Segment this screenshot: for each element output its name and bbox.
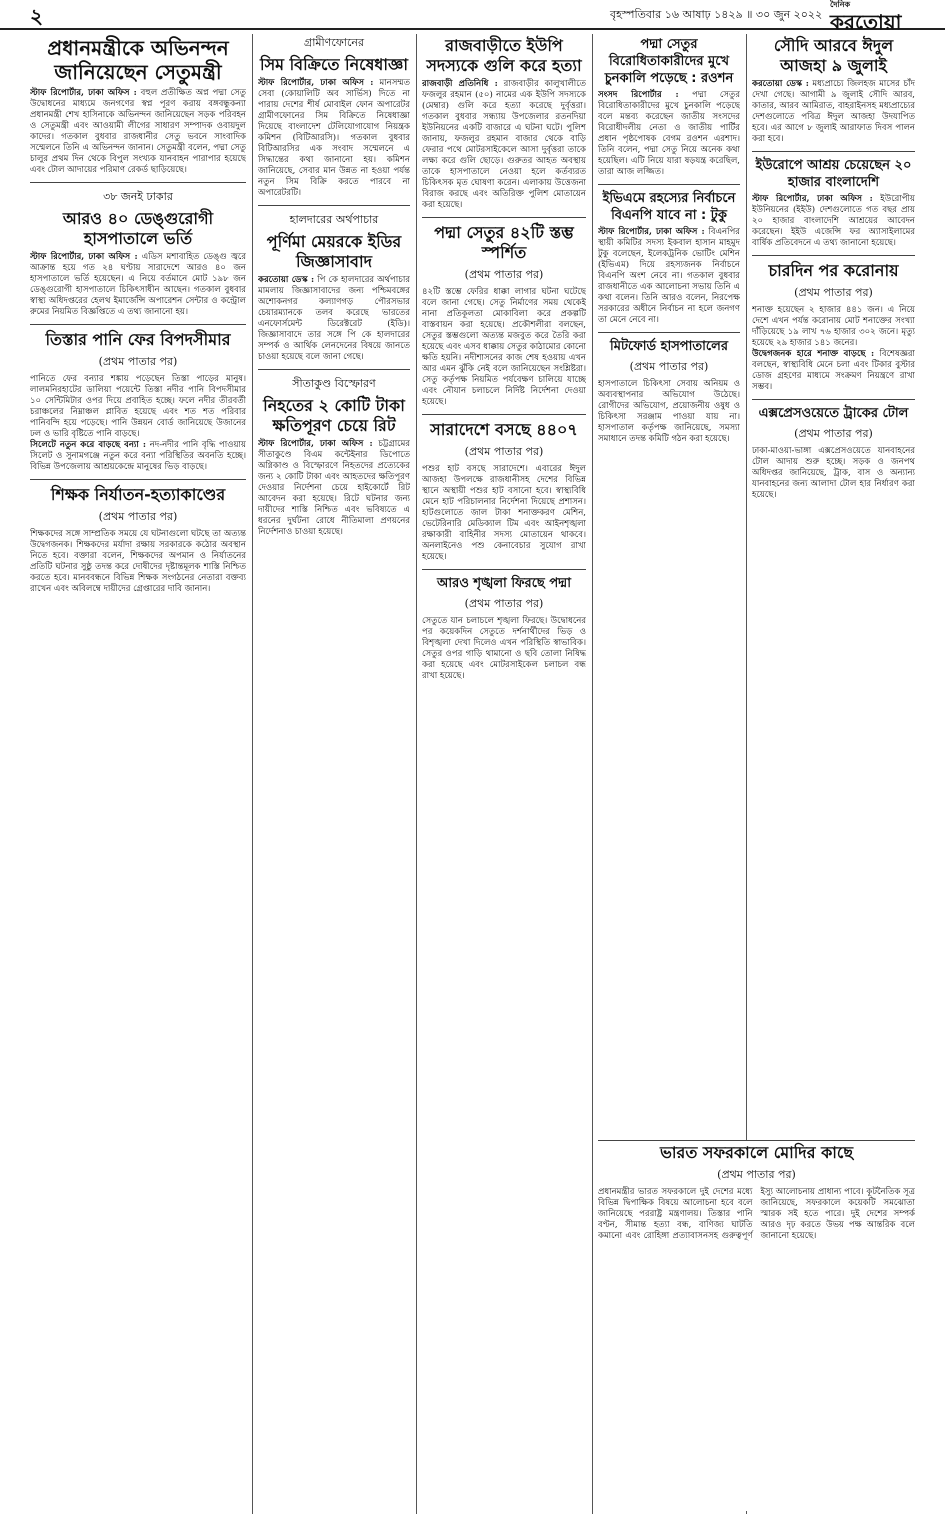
- body-text: বহুল প্রতীক্ষিত অপ্ন পদ্মা সেতু উদ্বোধনের মাধ্যমে জনগণের স্বপ্ন পূরণ করায় বঙ্গবন্ধুকন্যা প্রধানমন্ত্রী শেখ হাসিনাকে অভিনন্দন জানিয়েছেন সড়ক পরিবহন ও সেতুমন্ত্রী এবং আওয়ামী লীগের সাধারণ সম্পাদক ওবায়দুল কাদের। গতকাল বুধবার রাজধানীর সেতু ভবনে সাংবাদিক সম্মেলনে তিনি এ অভিনন্দন জানান। সেতুমন্ত্রী বলেন, পদ্মা সেতু চালুর প্রথম দিন থেকে বিপুল সংখ্যক যানবাহন পারাপার হয়েছে এবং টোল আদায়ের পরিমাণ রেকর্ড ছাড়িয়েছে।: [30, 88, 246, 175]
- headline: আরও শৃঙ্খলা ফিরছে পদ্মা: [437, 576, 571, 591]
- article-rawshan: [598, 36, 740, 178]
- article-body: [598, 227, 740, 326]
- article-shikkhok: [30, 485, 246, 595]
- article-body: [258, 275, 410, 363]
- headline: সারাদেশে বসছে ৪৪০৭: [430, 420, 578, 439]
- kicker: (প্রথম পাতার পর): [98, 355, 178, 368]
- headline: পদ্মা সেতুর ৪২টি স্তম্ভ স্পর্শিত: [434, 223, 574, 262]
- body-text: ঢাকা-মাওয়া-ভাঙ্গা এক্সপ্রেসওয়েতে যানবাহনের টোল আদায় শুরু হচ্ছে। সড়ক ও জনপথ অধিদপ্তর জানিয়েছে, ট্রাক, বাস ও অন্যান্য যানবাহনের জন্য আলাদা টোল হার নির্ধারণ করা হয়েছে।: [752, 446, 915, 500]
- byline: স্টাফ রিপোর্টার, ঢাকা অফিস :: [752, 194, 873, 204]
- headline: সৌদি আরবে ঈদুল আজহা ৯ জুলাই: [773, 36, 894, 75]
- article-body: [258, 439, 410, 538]
- article-purnima: [258, 211, 410, 363]
- kicker: ৩৮ জনই ঢাকার: [103, 190, 173, 203]
- article-modi: [598, 1140, 915, 1511]
- kicker: (প্রথম পাতার পর): [98, 510, 178, 523]
- column-5: [752, 34, 915, 1134]
- kicker: (প্রথম পাতার পর): [629, 360, 709, 373]
- kicker: (প্রথম পাতার পর): [464, 268, 544, 281]
- column-4: [598, 34, 740, 1134]
- body-text: পি কে হালদারের অর্থপাচার মামলায় জিজ্ঞাসাবাদের জন্য পশ্চিমবঙ্গের অশোকনগর কল্যাণগড় পৌরসভার চেয়ারম্যানকে তলব করেছে ভারতের এনফোর্সমেন্ট ডিরেক্টরেট (ইডি)। জিজ্ঞাসাবাদে তার সঙ্গে পি কে হালদারের সম্পর্ক ও আর্থিক লেনদেনের বিষয়ে জানতে চাওয়া হয়েছে বলে জানা গেছে।: [258, 275, 410, 362]
- article-body: [30, 88, 246, 176]
- article-corona: [752, 261, 915, 393]
- headline: আরও ৪০ ডেঙ্গুরোগী হাসপাতালে ভর্তি: [62, 209, 214, 248]
- subhead: উদ্বেগজনক হারে শনাক্ত বাড়ছে :: [752, 349, 875, 359]
- article-saudi-eid: [752, 36, 915, 145]
- headline: এক্সপ্রেসওয়েতে ট্রাকের টোল: [758, 406, 909, 421]
- article-tuku: [598, 190, 740, 326]
- body-text: ইউরোপীয় ইউনিয়নের (ইইউ) দেশগুলোতে গত বছর প্রায় ২০ হাজার বাংলাদেশি আশ্রয়ের আবেদন করেছেন। ইইউ এজেন্সি ফর অ্যাসাইলামের বার্ষিক প্রতিবেদনে এ তথ্য জানানো হয়েছে।: [752, 194, 915, 248]
- article-padma-order: [422, 575, 586, 682]
- sub-body: নদ-নদীর পানি বৃদ্ধি পাওয়ায় সিলেট ও সুনামগঞ্জে নতুন করে বন্যা পরিস্থিতির অবনতি হচ্ছে। বিভিন্ন উপজেলায় আশ্রয়কেন্দ্রে মানুষের ভিড় বাড়ছে।: [30, 440, 246, 472]
- article-expressway-toll: [752, 405, 915, 501]
- column-2: [258, 34, 410, 1514]
- kicker: (প্রথম পাতার পর): [794, 427, 873, 440]
- body-text: পশুর হাট বসছে সারাদেশে। এবারের ঈদুল আজহা উপলক্ষে রাজধানীসহ দেশের বিভিন্ন স্থানে অস্থায়ী পশুর হাট বসানো হবে। স্বাস্থ্যবিধি মেনে হাট পরিচালনার নির্দেশনা দিয়েছে প্রশাসন। হাটগুলোতে জাল টাকা শনাক্তকরণ মেশিন, ভেটেরিনারি মেডিক্যাল টিম এবং আইনশৃঙ্খলা রক্ষাকারী বাহিনীর সদস্য মোতায়েন থাকবে। অনলাইনেও পশু কেনাবেচার সুযোগ রাখা হয়েছে।: [422, 464, 586, 562]
- article-mitford: [598, 338, 740, 445]
- article-setumontri: [30, 36, 246, 176]
- logo-top: দৈনিক: [830, 0, 851, 9]
- headline: ইউরোপে আশ্রয় চেয়েছেন ২০ হাজার বাংলাদেশি: [755, 158, 912, 190]
- body-text: মানসম্মত সেবা (কোয়ালিটি অব সার্ভিস) দিতে না পারায় দেশের শীর্ষ মোবাইল ফোন অপারেটর গ্রামীণফোনের সিম বিক্রিতে নিষেধাজ্ঞা দিয়েছে বাংলাদেশ টেলিযোগাযোগ নিয়ন্ত্রক কমিশন (বিটিআরসি)। গতকাল বুধবার বিটিআরসির এক সংবাদ সম্মেলনে এ সিদ্ধান্তের কথা জানানো হয়। কমিশন জানিয়েছে, সেবার মান উন্নত না হওয়া পর্যন্ত নতুন সিম বিক্রি করতে পারবে না অপারেটরটি।: [258, 78, 410, 198]
- headline: চারদিন পর করোনায়: [768, 261, 899, 280]
- body-text: এডিস মশাবাহিত ডেঙ্গু জ্বরে আক্রান্ত হয়ে গত ২৪ ঘণ্টায় সারাদেশে আরও ৪০ জন হাসপাতালে ভর্তি হয়েছেন। এ নিয়ে বর্তমানে মোট ১৯৮ জন ডেঙ্গুরোগী হাসপাতালে চিকিৎসাধীন আছেন। গতকাল বুধবার স্বাস্থ্য অধিদপ্তরের হেলথ ইমার্জেন্সি অপারেশন সেন্টার ও কন্ট্রোল রুমের নিয়মিত বিজ্ঞপ্তিতে এ তথ্য জানানো হয়।: [30, 252, 246, 317]
- byline: স্টাফ রিপোর্টার, ঢাকা অফিস :: [258, 78, 374, 88]
- byline: সংসদ রিপোর্টার :: [598, 90, 679, 100]
- article-rajbari: [422, 36, 586, 211]
- kicker: (প্রথম পাতার পর): [464, 445, 544, 458]
- column-1: [30, 34, 246, 1514]
- byline: স্টাফ রিপোর্টার, ঢাকা অফিস :: [30, 252, 138, 262]
- body-text: মধ্যপ্রাচ্যে জিলহজ মাসের চাঁদ দেখা গেছে। আগামী ৯ জুলাই সৌদি আরব, কাতার, আরব আমিরাত, বাহরাইনসহ মধ্যপ্রাচ্যের দেশগুলোতে পবিত্র ঈদুল আজহা উদযাপিত হবে। এর আগে ৮ জুলাই আরাফাত দিবস পালন করা হবে।: [752, 79, 915, 144]
- logo-text: করতোয়া: [830, 10, 902, 34]
- byline: স্টাফ রিপোর্টার, ঢাকা অফিস :: [30, 88, 137, 98]
- headline: নিহতের ২ কোটি টাকা ক্ষতিপূরণ চেয়ে রিট: [263, 396, 405, 435]
- headline: মিটফোর্ড হাসপাতালের: [610, 339, 728, 354]
- headline: ইভিএমে রহস্যের নির্বাচনে বিএনপি যাবে না : টুকু: [602, 191, 736, 223]
- article-body: [598, 90, 740, 178]
- body-text: ৪২টি স্তম্ভে ফেরির ধাক্কা লাগার ঘটনা ঘটেছে বলে জানা গেছে। সেতু নির্মাণের সময় থেকেই নানা প্রতিকূলতা মোকাবিলা করে প্রকল্পটি বাস্তবায়ন করা হয়েছে। প্রকৌশলীরা বলছেন, সেতুর স্তম্ভগুলো অত্যন্ত মজবুত করে তৈরি করা হয়েছে এবং এসব ধাক্কায় সেতুর কাঠামোর কোনো ক্ষতি হয়নি। নদীশাসনের কাজ শেষ হওয়ায় এখন আর এমন ঝুঁকি নেই বলে জানিয়েছেন সংশ্লিষ্টরা। সেতু কর্তৃপক্ষ নিয়মিত পর্যবেক্ষণ চালিয়ে যাচ্ছে এবং নৌযান চলাচলে নির্দিষ্ট নির্দেশনা দেওয়া হয়েছে।: [422, 287, 586, 407]
- body-text: পদ্মা সেতুর বিরোধিতাকারীদের মুখে চুনকালি পড়েছে বলে মন্তব্য করেছেন জাতীয় সংসদের বিরোধীদলীয় নেতা ও জাতীয় পার্টির প্রধান পৃষ্ঠপোষক বেগম রওশন এরশাদ। তিনি বলেন, পদ্মা সেতু নিয়ে অনেক কথা হয়েছিল। এটি নিয়ে যারা ষড়যন্ত্র করেছিল, তারা আজ লজ্জিত।: [598, 90, 740, 177]
- issue-date: বৃহস্পতিবার ১৬ আষাঢ় ১৪২৯ ॥ ৩০ জুন ২০২২: [610, 8, 823, 21]
- body-text: বিএনপির স্থায়ী কমিটির সদস্য ইকবাল হাসান মাহমুদ টুকু বলেছেন, ইলেকট্রনিক ভোটিং মেশিন (ইভিএম) দিয়ে রহস্যজনক নির্বাচনে বিএনপি অংশ নেবে না। গতকাল বুধবার রাজধানীতে এক আলোচনা সভায় তিনি এ কথা বলেন। তিনি আরও বলেন, নিরপেক্ষ সরকারের অধীনে নির্বাচন না হলে জনগণ তা মেনে নেবে না।: [598, 227, 740, 325]
- kicker: সীতাকুণ্ড বিস্ফোরণ: [292, 377, 376, 390]
- kicker: (প্রথম পাতার পর): [464, 597, 544, 610]
- article-dengue: [30, 188, 246, 318]
- body-text: শিক্ষকদের সঙ্গে সাম্প্রতিক সময়ে যে ঘটনাগুলো ঘটছে তা অত্যন্ত উদ্বেগজনক। শিক্ষকদের মর্যাদা রক্ষায় সরকারকে কঠোর অবস্থান নিতে হবে। বক্তারা বলেন, শিক্ষকদের অপমান ও নির্যাতনের প্রতিটি ঘটনার সুষ্ঠু তদন্ত করে দোষীদের দৃষ্টান্তমূলক শাস্তি নিশ্চিত করতে হবে। মানববন্ধনে বিভিন্ন শিক্ষক সংগঠনের নেতারা বক্তব্য রাখেন এবং অবিলম্বে দায়ীদের গ্রেপ্তারের দাবি জানান।: [30, 529, 246, 594]
- article-body: [258, 78, 410, 199]
- byline: করতোয়া ডেস্ক :: [258, 275, 315, 285]
- column-3: [422, 34, 586, 1514]
- headline: পূর্ণিমা মেয়রকে ইডির জিজ্ঞাসাবাদ: [266, 232, 402, 271]
- article-gp-sim: [258, 34, 410, 199]
- article-body: [30, 252, 246, 318]
- headline: সিম বিক্রিতে নিষেধাজ্ঞা: [260, 55, 408, 74]
- kicker: (প্রথম পাতার পর): [794, 286, 873, 299]
- byline: রাজবাড়ী প্রতিনিধি :: [422, 79, 498, 89]
- kicker: (প্রথম পাতার পর): [717, 1168, 796, 1181]
- kicker: হালদারের অর্থপাচার: [289, 213, 379, 226]
- sub-body: বিশেষজ্ঞরা বলছেন, স্বাস্থ্যবিধি মেনে চলা এবং টিকার বুস্টার ডোজ গ্রহণের মাধ্যমে সংক্রমণ নিয়ন্ত্রণে রাখা সম্ভব।: [752, 349, 915, 392]
- byline: স্টাফ রিপোর্টার, ঢাকা অফিস :: [598, 227, 705, 237]
- headline: পদ্মা সেতুর বিরোধিতাকারীদের মুখে চুনকালি পড়েছে : রওশন: [604, 37, 734, 86]
- article-europe-asylum: [752, 157, 915, 249]
- article-sub: [30, 440, 246, 473]
- body-text: চট্টগ্রামের সীতাকুণ্ডে বিএম কন্টেইনার ডিপোতে অগ্নিকাণ্ড ও বিস্ফোরণে নিহতদের প্রত্যেকের জন্য ২ কোটি টাকা এবং আহতদের ক্ষতিপূরণ দেওয়ার নির্দেশনা চেয়ে হাইকোর্টে রিট আবেদন করা হয়েছে। রিটে ঘটনার জন্য দায়ীদের শাস্তি নিশ্চিত এবং ভবিষ্যতে এ ধরনের দুর্ঘটনা রোধে নীতিমালা প্রণয়নের নির্দেশনাও চাওয়া হয়েছে।: [258, 439, 410, 537]
- body-text: শনাক্ত হয়েছেন ২ হাজার ৪৪১ জন। এ নিয়ে দেশে এখন পর্যন্ত করোনায় মোট শনাক্তের সংখ্যা দাঁড়িয়েছে ১৯ লাখ ৭৬ হাজার ৩০২ জনে। মৃত্যু হয়েছে ২৯ হাজার ১৪১ জনের।: [752, 305, 915, 348]
- kicker: গ্রামীণফোনের: [303, 36, 365, 49]
- article-body: [422, 79, 586, 211]
- subhead: সিলেটে নতুন করে বাড়ছে বন্যা :: [30, 440, 146, 450]
- page-number: ২: [30, 4, 44, 28]
- body-text: সেতুতে যান চলাচলে শৃঙ্খলা ফিরছে। উদ্বোধনের পর কয়েকদিন সেতুতে দর্শনার্থীদের ভিড় ও বিশৃঙ্খলা দেখা দিলেও এখন পরিস্থিতি স্বাভাবিক। সেতুর ওপর গাড়ি থামানো ও ছবি তোলা নিষিদ্ধ করা হয়েছে এবং মোটরসাইকেল চলাচল বন্ধ রাখা হয়েছে।: [422, 616, 586, 681]
- byline: স্টাফ রিপোর্টার, ঢাকা অফিস :: [258, 439, 373, 449]
- body-text: পানিতে ফের বন্যার শঙ্কায় পড়েছেন তিস্তা পাড়ের মানুষ। লালমনিরহাটের ডালিয়া পয়েন্টে তিস্তা নদীর পানি বিপদসীমার ১০ সেন্টিমিটার ওপর দিয়ে প্রবাহিত হচ্ছে। ফলে নদীর তীরবর্তী চরাঞ্চলের নিম্নাঞ্চল প্লাবিত হয়েছে এবং শত শত পরিবার পানিবন্দি হয়ে পড়েছে। পানি উন্নয়ন বোর্ড জানিয়েছে উজানের ঢল ও ভারি বৃষ্টিতে পানি বাড়ছে।: [30, 374, 246, 439]
- article-sitakunda: [258, 375, 410, 538]
- article-body: [752, 79, 915, 145]
- body-text: রাজবাড়ীর কালুখালীতে ফজলুর রহমান (৫০) নামের এক ইউপি সদস্যকে (মেম্বার) গুলি করে হত্যা করেছে দুর্বৃত্তরা। গতকাল বুধবার সন্ধ্যায় উপজেলার রতনদিয়া ইউনিয়নের একটি বাজারে এ ঘটনা ঘটে। পুলিশ জানায়, ফজলুর রহমান বাজার থেকে বাড়ি ফেরার পথে মোটরসাইকেলে আসা দুর্বৃত্তরা তাকে লক্ষ্য করে গুলি ছোড়ে। গুরুতর আহত অবস্থায় তাকে হাসপাতালে নেওয়া হলে কর্তব্যরত চিকিৎসক মৃত ঘোষণা করেন। এলাকায় উত্তেজনা বিরাজ করছে এবং অতিরিক্ত পুলিশ মোতায়েন করা হয়েছে।: [422, 79, 586, 210]
- headline: তিস্তার পানি ফের বিপদসীমার: [45, 330, 231, 349]
- body-text: হাসপাতালে চিকিৎসা সেবায় অনিয়ম ও অব্যবস্থাপনার অভিযোগ উঠেছে। রোগীদের অভিযোগ, প্রয়োজনীয় ওষুধ ও চিকিৎসা সরঞ্জাম পাওয়া যায় না। হাসপাতাল কর্তৃপক্ষ জানিয়েছে, সমস্যা সমাধানে তদন্ত কমিটি গঠন করা হয়েছে।: [598, 379, 740, 444]
- body-text: প্রধানমন্ত্রীর ভারত সফরকালে দুই দেশের মধ্যে বিভিন্ন দ্বিপাক্ষিক বিষয়ে আলোচনা হবে বলে জানিয়েছে পররাষ্ট্র মন্ত্রণালয়। তিস্তার পানি বণ্টন, সীমান্ত হত্যা বন্ধ, বাণিজ্য ঘাটতি কমানো এবং রোহিঙ্গা প্রত্যাবাসনসহ গুরুত্বপূর্ণ ইস্যু আলোচনায় প্রাধান্য পাবে। কূটনৈতিক সূত্র জানিয়েছে, সফরকালে কয়েকটি সমঝোতা স্মারক সই হতে পারে। দুই দেশের সম্পর্ক আরও দৃঢ় করতে উভয় পক্ষ আন্তরিক বলে জানানো হয়েছে।: [598, 1187, 915, 1241]
- headline: ভারত সফরকালে মোদির কাছে: [659, 1143, 854, 1162]
- page-header: [0, 0, 945, 34]
- headline: রাজবাড়ীতে ইউপি সদস্যকে গুলি করে হত্যা: [426, 36, 582, 75]
- byline: করতোয়া ডেস্ক :: [752, 79, 809, 89]
- article-padma-pillar: [422, 223, 586, 408]
- article-body: [752, 194, 915, 249]
- headline: প্রধানমন্ত্রীকে অভিনন্দন জানিয়েছেন সেতুমন্ত্রী: [47, 36, 229, 84]
- article-tista: [30, 330, 246, 473]
- article-sub: [752, 349, 915, 393]
- article-haat: [422, 420, 586, 563]
- headline: শিক্ষক নির্যাতন-হত্যাকাণ্ডের: [50, 485, 226, 504]
